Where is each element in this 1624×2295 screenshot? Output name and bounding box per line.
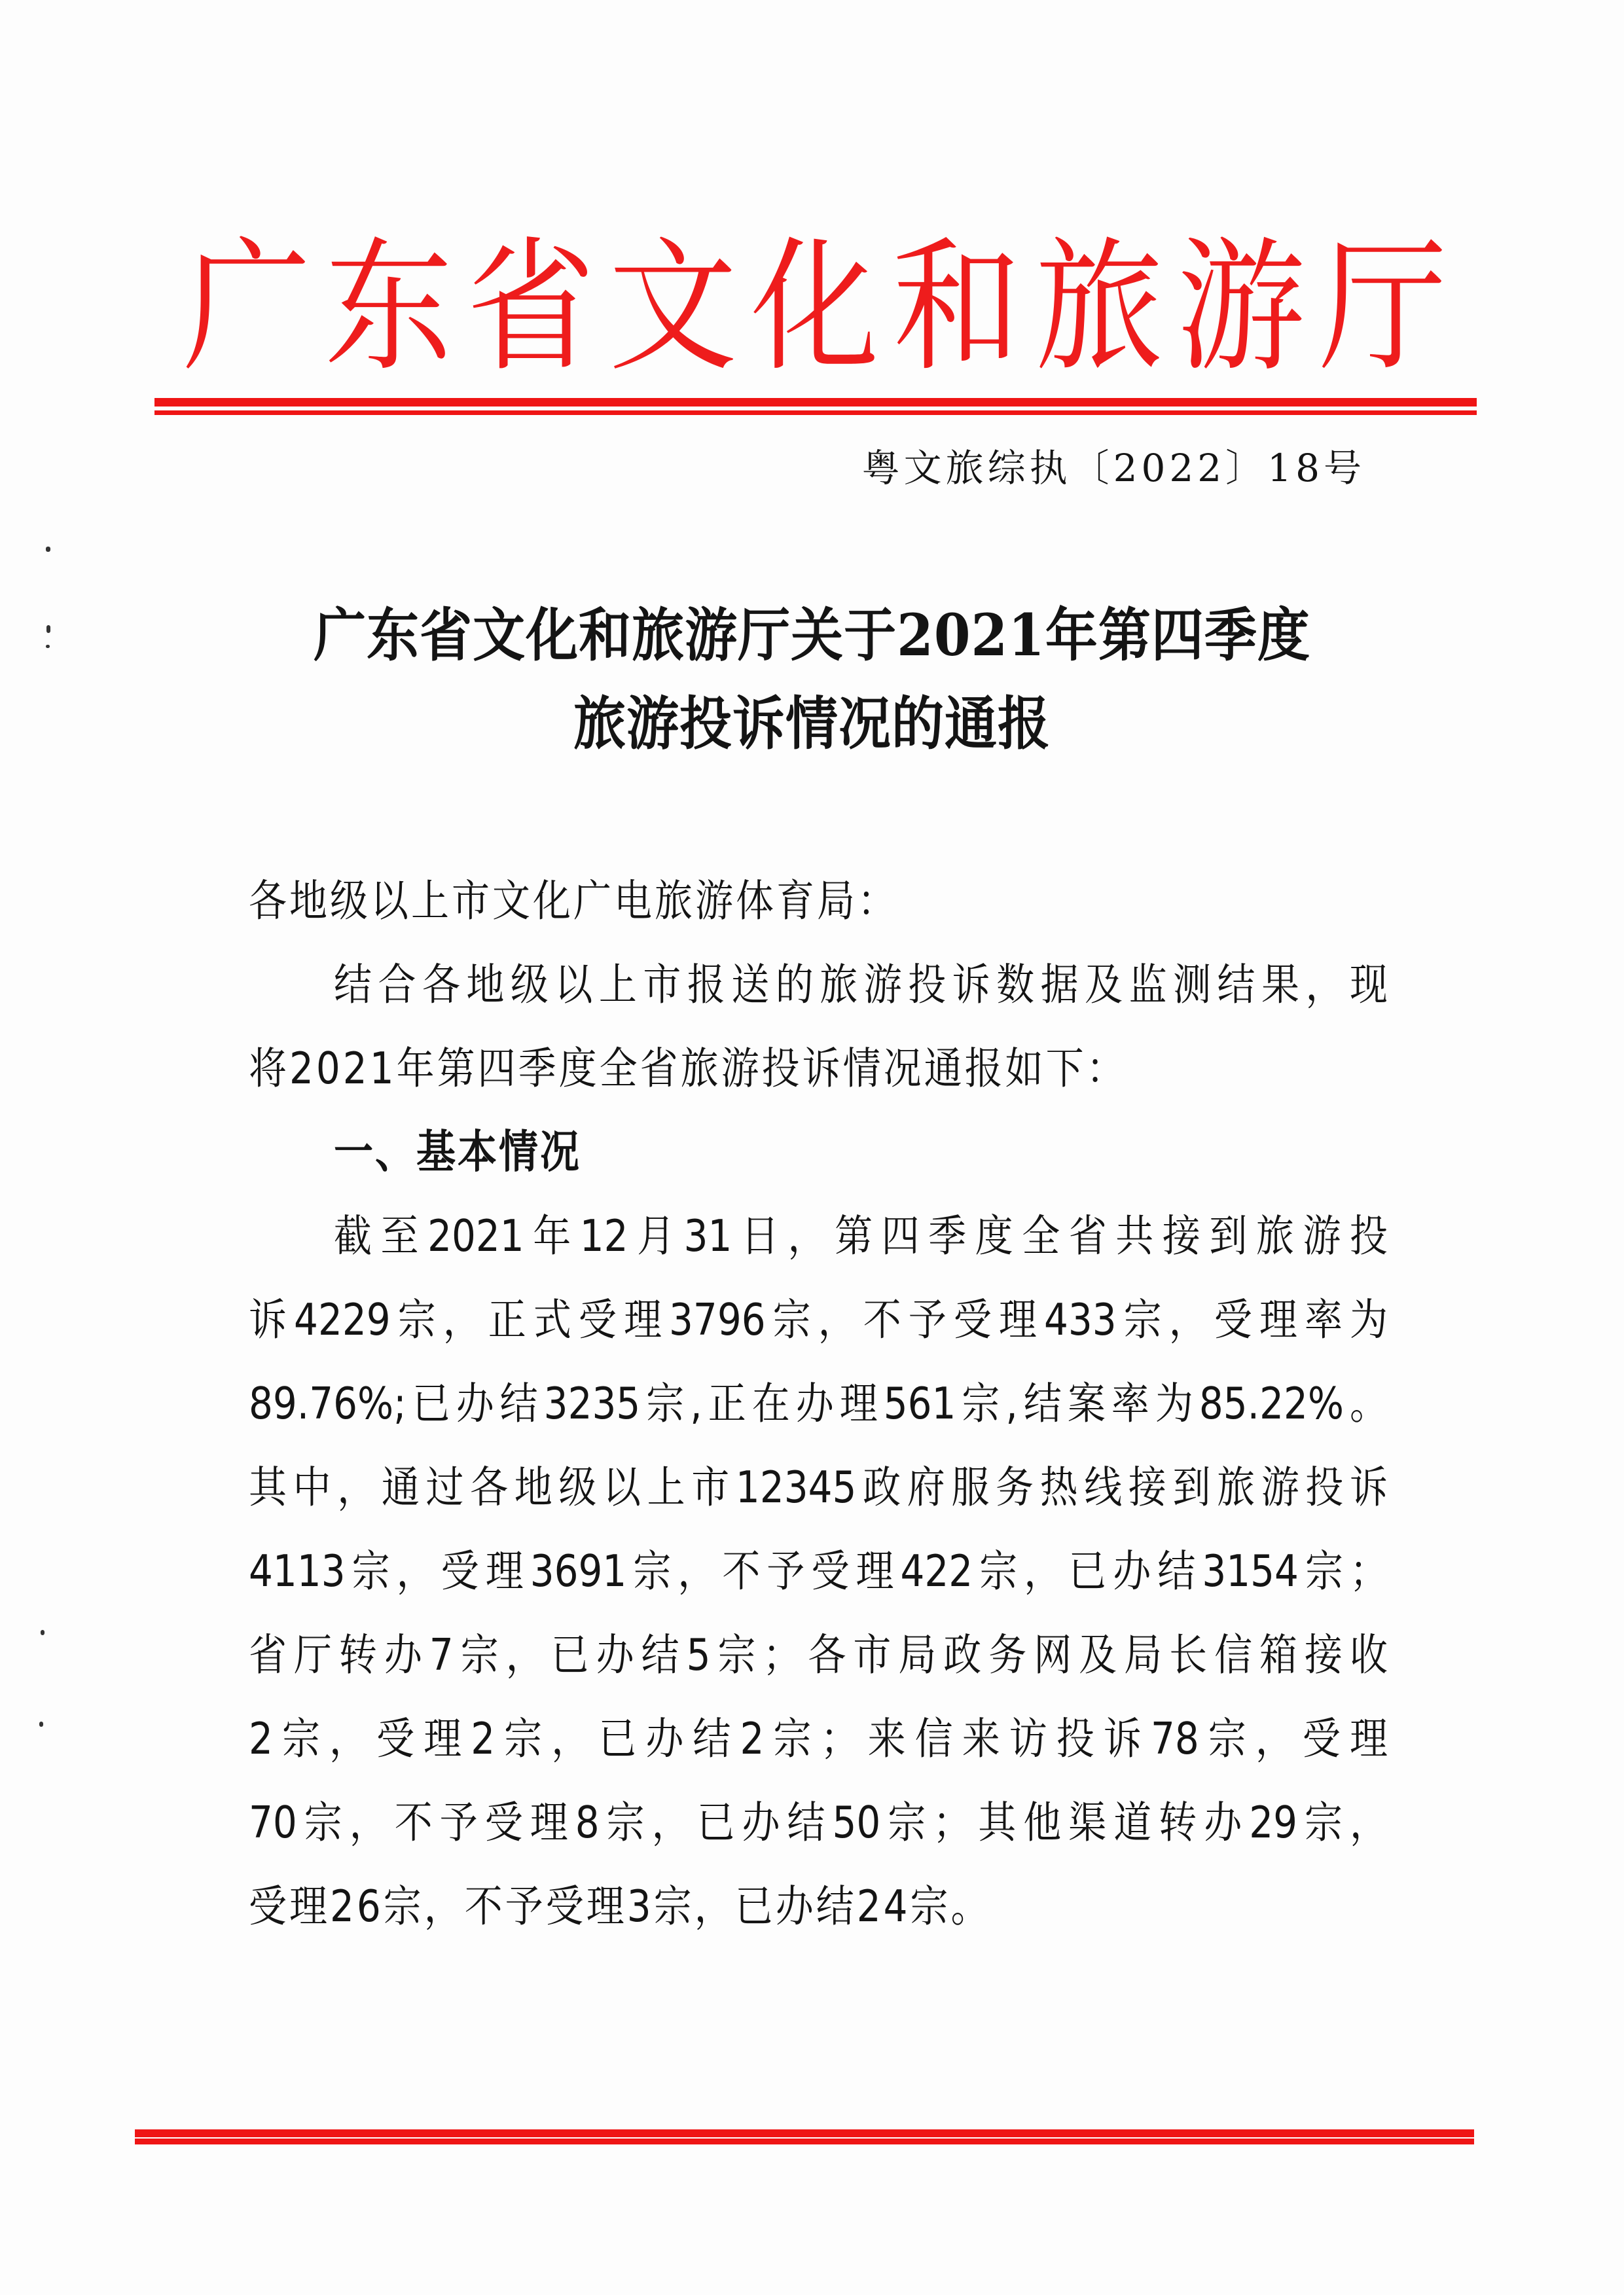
- masthead-char: 和: [892, 224, 1021, 391]
- body-line: 截至2021年12月31日，第四季度全省共接到旅游投: [334, 1210, 1388, 1262]
- masthead-char: 游: [1176, 224, 1305, 391]
- scan-speck: [39, 1722, 43, 1727]
- scan-speck: [41, 1630, 45, 1635]
- masthead-char: 省: [466, 224, 595, 391]
- body-line: 受理26宗，不予受理3宗，已办结24宗。: [249, 1880, 992, 1932]
- intro-line-1: 结合各地级以上市报送的旅游投诉数据及监测结果，现: [334, 958, 1388, 1011]
- section-heading-basic-situation: 一、基本情况: [334, 1125, 581, 1179]
- body-line: 2宗，受理2宗，已办结2宗；来信来访投诉78宗，受理: [249, 1712, 1388, 1765]
- scan-speck: [46, 547, 50, 552]
- salutation: 各地级以上市文化广电旅游体育局：: [249, 875, 899, 927]
- document-title-line-1: 广东省文化和旅游厅关于2021年第四季度: [314, 601, 1310, 669]
- masthead-char: 文: [608, 224, 737, 391]
- masthead-org-name: [177, 224, 1453, 391]
- scan-speck: [46, 645, 50, 648]
- masthead-char: 广: [182, 224, 311, 391]
- masthead-char: 旅: [1034, 224, 1163, 391]
- document-number: 粤文旅综执〔2022〕18号: [861, 446, 1365, 490]
- footer-rule-thick: [135, 2129, 1474, 2137]
- header-rule-thick: [154, 398, 1477, 407]
- body-line: 其中，通过各地级以上市12345政府服务热线接到旅游投诉: [249, 1461, 1388, 1513]
- masthead-char: 东: [324, 224, 453, 391]
- masthead-char: 化: [750, 224, 879, 391]
- footer-rule-thin: [135, 2139, 1474, 2144]
- document-title-line-2: 旅游投诉情况的通报: [573, 689, 1051, 757]
- body-line: 4113宗，受理3691宗，不予受理422宗，已办结3154宗；: [249, 1545, 1388, 1597]
- header-rule-thin: [154, 410, 1477, 415]
- intro-line-2: 将2021年第四季度全省旅游投诉情况通报如下：: [249, 1042, 1127, 1094]
- body-line: 70宗，不予受理8宗，已办结50宗；其他渠道转办29宗，: [249, 1796, 1388, 1849]
- scan-speck: [46, 625, 50, 633]
- masthead-char: 厅: [1318, 224, 1447, 391]
- body-line: 省厅转办7宗，已办结5宗；各市局政务网及局长信箱接收: [249, 1629, 1388, 1681]
- body-line: 89.76%;已办结3235宗,正在办理561宗,结案率为85.22%。: [249, 1377, 1388, 1430]
- body-line: 诉4229宗，正式受理3796宗，不予受理433宗，受理率为: [249, 1293, 1388, 1346]
